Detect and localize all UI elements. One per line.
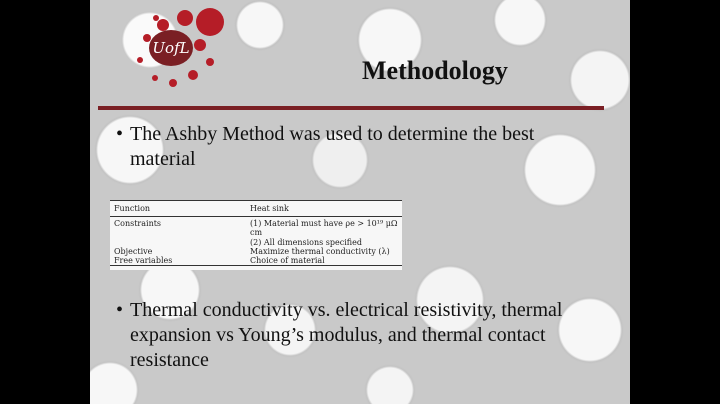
table-header-cell: Heat sink	[246, 201, 402, 217]
bullet-item	[116, 122, 576, 172]
table-row	[110, 256, 402, 266]
table-cell: (1) Material must have ρe > 10¹⁹ μΩ cm	[250, 219, 398, 238]
table-cell	[110, 238, 246, 247]
table-header-cell: Function	[110, 201, 246, 217]
logo-text: UofL	[149, 30, 193, 66]
slide	[90, 0, 630, 404]
bullet-text: The Ashby Method was used to determine the best material	[130, 123, 535, 170]
table-row	[110, 238, 402, 247]
slide-title: Methodology	[362, 56, 508, 85]
table-row	[110, 247, 402, 256]
uofl-logo	[90, 0, 240, 100]
table-cell: Choice of material	[246, 256, 402, 266]
title-divider	[98, 106, 604, 110]
table-cell: Free variables	[110, 256, 246, 266]
design-requirements-table	[110, 200, 402, 270]
table-cell: Objective	[114, 246, 153, 256]
table-row	[110, 217, 402, 238]
bullet-marker: •	[116, 123, 124, 145]
bullet-text: Thermal conductivity vs. electrical resistivity, thermal expansion vs Young’s modulus, and thermal contact resistance	[130, 299, 563, 371]
table-header-row	[110, 201, 402, 217]
table-cell: Maximize thermal conductivity (λ)	[250, 246, 390, 256]
table-cell: Constraints	[114, 219, 162, 229]
table-cell: (2) All dimensions specified	[250, 237, 362, 247]
bullet-item	[116, 298, 596, 372]
bullet-marker: •	[116, 299, 124, 321]
